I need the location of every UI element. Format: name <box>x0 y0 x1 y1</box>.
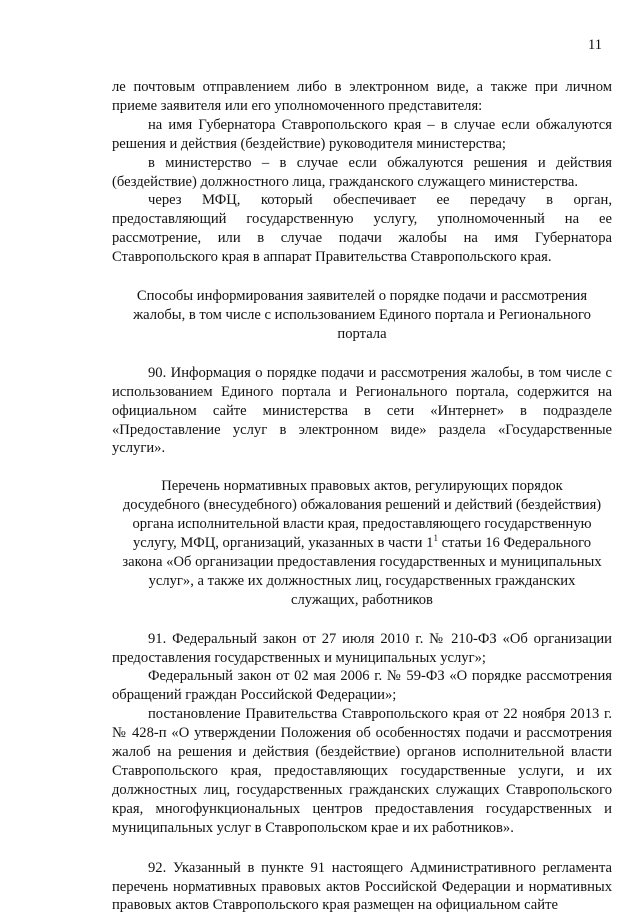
section-heading-informing: Способы информирования заявителей о порядке подачи и рассмотрения жалобы, в том числе с использованием Единого портала и Регионального портала <box>133 288 591 342</box>
heading-text-part2: статьи 16 Федерального закона «Об организации предоставления государственных и муниципальных услуг», а также их должностных лиц, государственных гражданских служащих, работников <box>122 535 602 608</box>
heading-superscript: 1 <box>433 533 438 544</box>
paragraph-92: 92. Указанный в пункте 91 настоящего Административного регламента перечень нормативных правовых актов Российской Федерации и нормативных правовых актов Ставропольского края размещен на официальном сайте <box>112 859 612 914</box>
paragraph-91-resolution: постановление Правительства Ставропольского края от 22 ноября 2013 г. № 428-п «О утверждении Положения об особенностях подачи и рассмотрения жалоб на решения и действия (бездействие) органов исполнительной власти Ставропольского края, предоставляющих государственные услуги, и их должностных лиц, государственных гражданских служащих Ставропольского края, многофункциональных центров предоставления государственных и муниципальных услуг в Ставропольском крае и их работников». <box>112 706 612 836</box>
page-number: 11 <box>588 37 602 53</box>
paragraph-continuation: ле почтовым отправлением либо в электронном виде, а также при личном приеме заявителя или его уполномоченного представителя: <box>112 79 612 114</box>
paragraph-91-law-59: Федеральный закон от 02 мая 2006 г. № 59-ФЗ «О порядке рассмотрения обращений граждан Российской Федерации»; <box>112 668 612 704</box>
paragraph-ministry: в министерство – в случае если обжалуются решения и действия (бездействие) должностного лица, гражданского служащего министерства. <box>112 154 612 190</box>
paragraph-90: 90. Информация о порядке подачи и рассмотрения жалобы, в том числе с использованием Единого портала и Регионального портала, содержится на официальном сайте министерства в сети «Интернет» в подразделе «Предоставление услуг в электронном виде» раздела «Государственные услуги». <box>112 364 612 457</box>
heading-text-part1: Перечень нормативных правовых актов, регулирующих порядок досудебного (внесудебного) обжалования решений и действий (бездействия) органа исполнительной власти края, предоставляющего государственную услугу, МФЦ, организаций, указанных в части 1 <box>122 478 602 552</box>
section-heading-legal-acts <box>112 477 612 609</box>
paragraph-91: 91. Федеральный закон от 27 июля 2010 г. № 210-ФЗ «Об организации предоставления государственных и муниципальных услуг»; <box>112 630 612 666</box>
paragraph-governor: на имя Губернатора Ставропольского края – в случае если обжалуются решения и действия (бездействие) руководителя министерства; <box>112 116 612 152</box>
document-body <box>112 78 612 915</box>
paragraph-mfc: через МФЦ, который обеспечивает ее передачу в орган, предоставляющий государственную услугу, уполномоченный на ее рассмотрение, или в случае подачи жалобы на имя Губернатора Ставропольского края в аппарат Правительства Ставропольского края. <box>112 192 612 266</box>
